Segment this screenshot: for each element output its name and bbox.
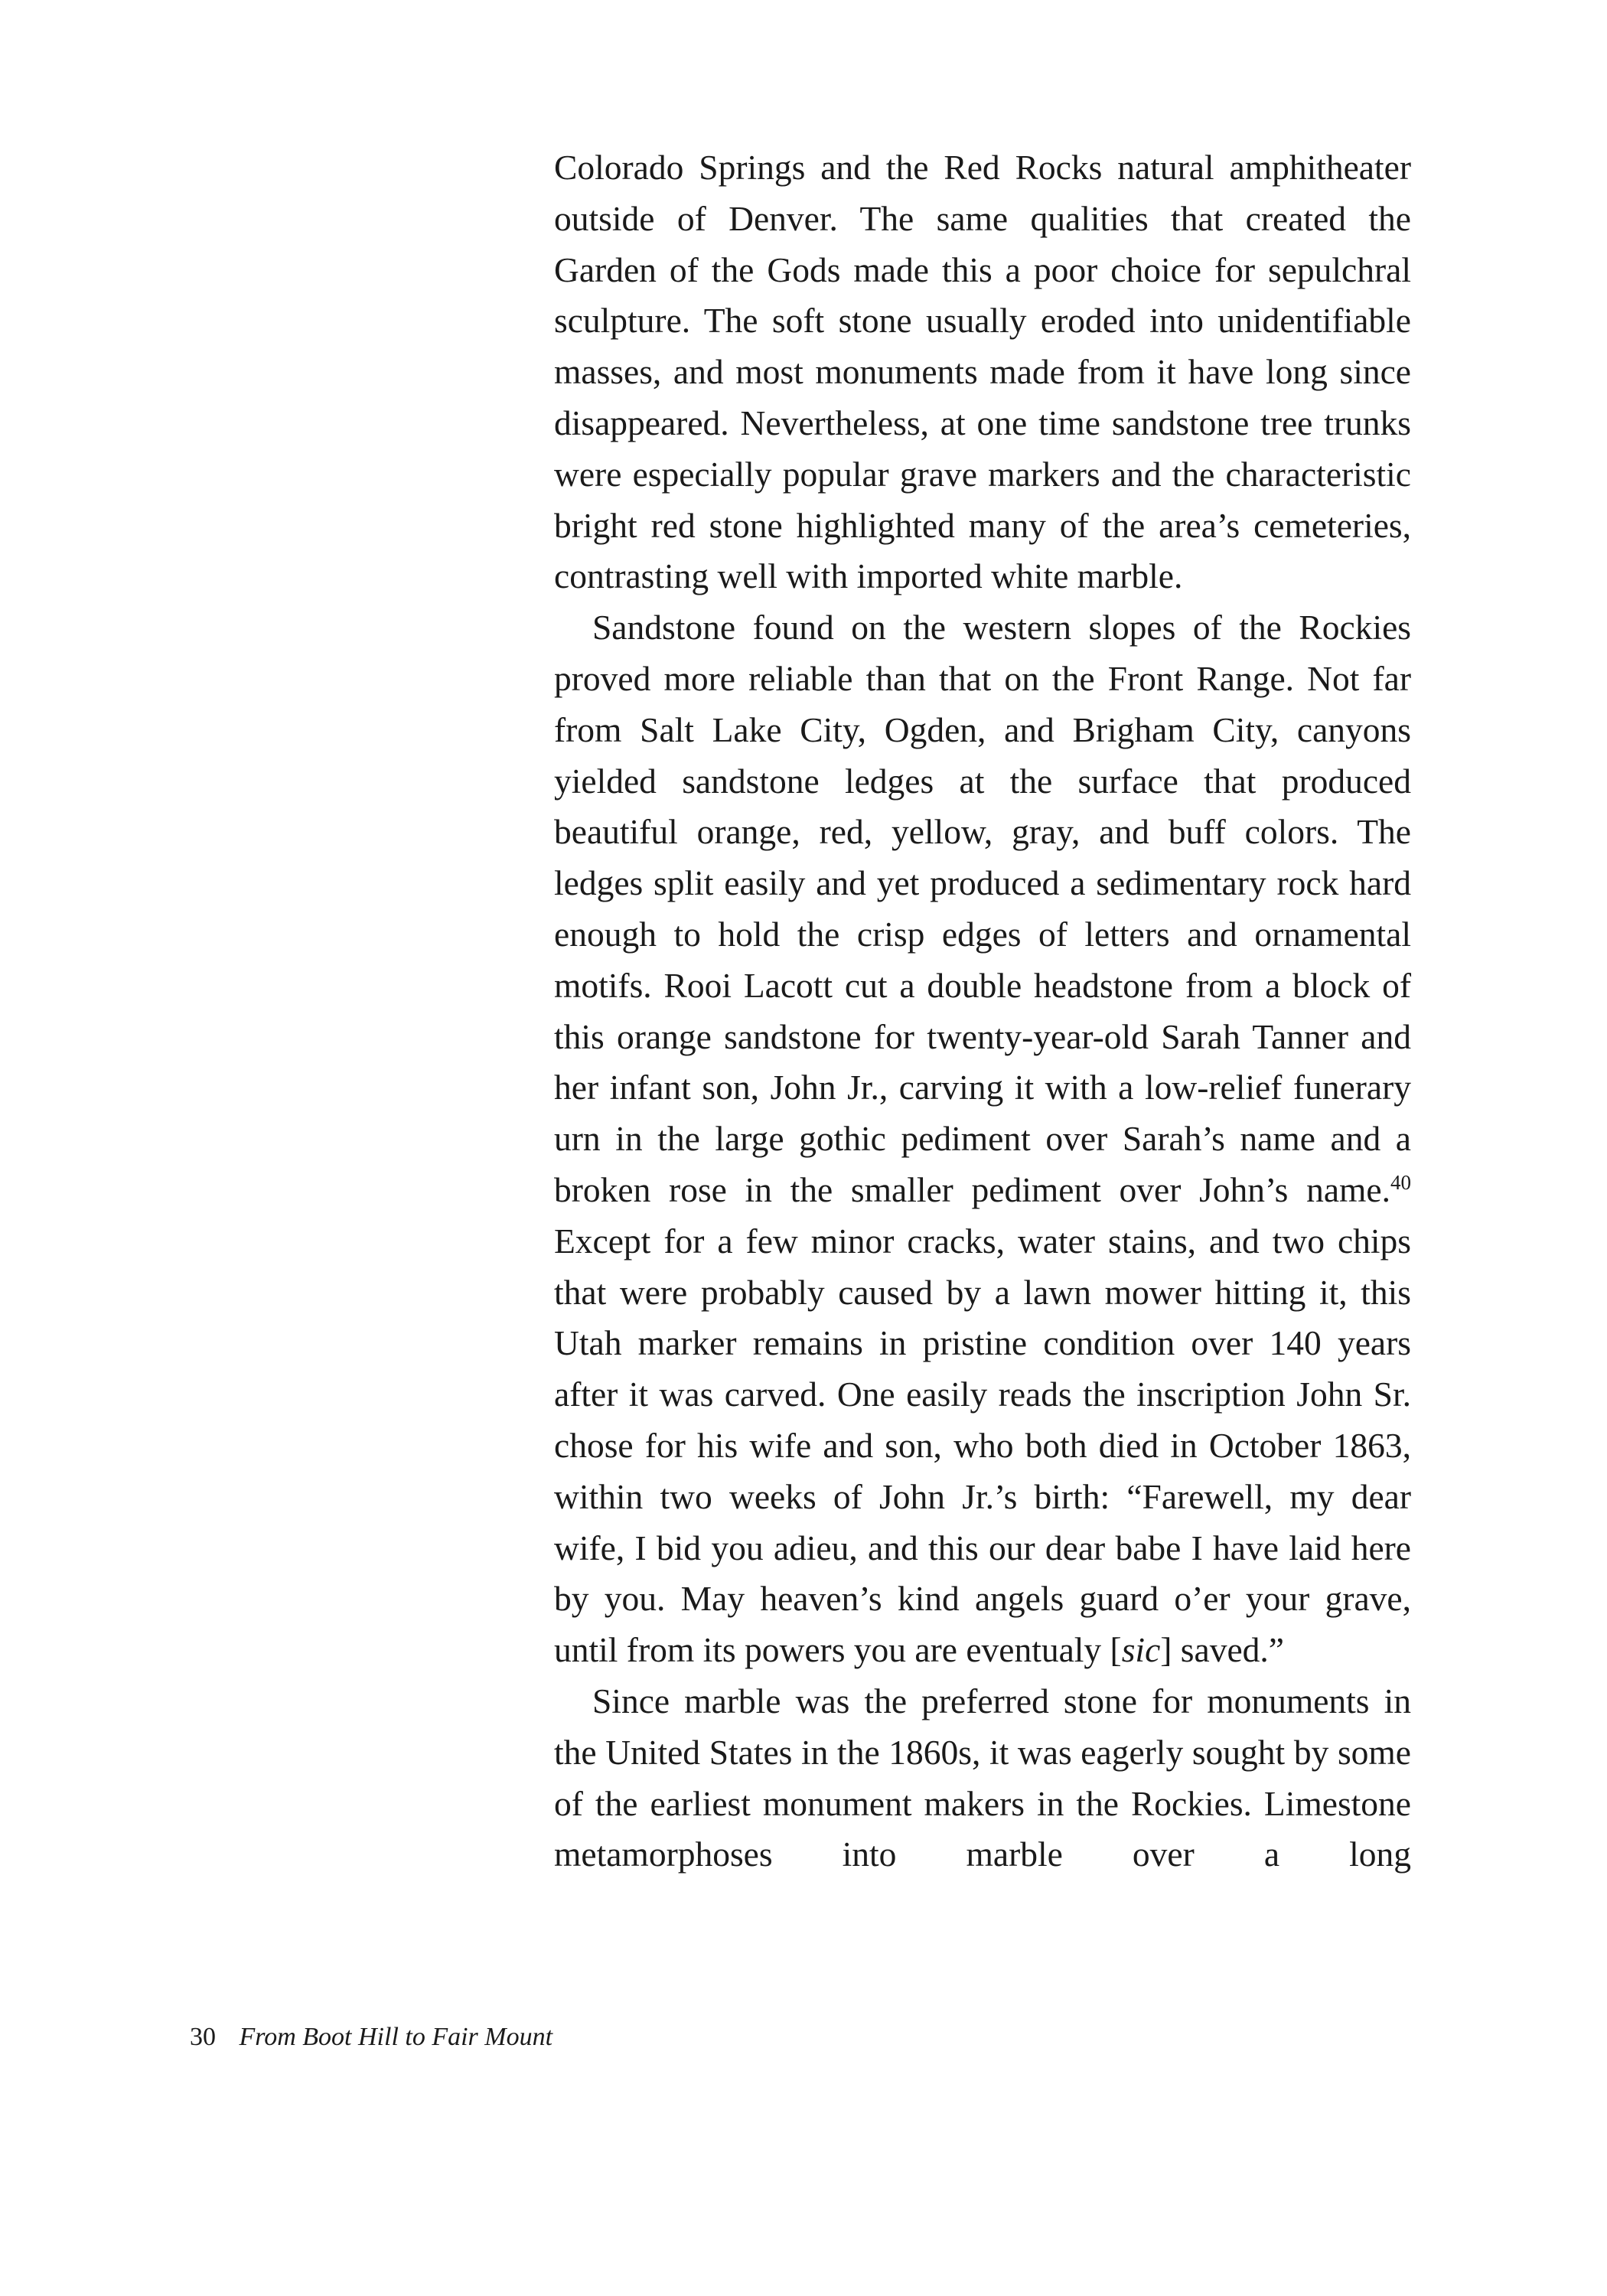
paragraph-2-text-a: Sandstone found on the western slopes of the Rockies proved more reliable than that on the Front Range. Not far from Salt Lake City, Ogden, and Brigham City, canyons yielded sandstone ledges at the surface that produced beautiful orange, red, yellow, gray, and buff colors. The ledges split easily and yet produced a sedimentary rock hard enough to hold the crisp edges of letters and ornamental motifs. Rooi Lacott cut a double headstone from a block of this orange sandstone for twenty-year-old Sarah Tanner and her infant son, John Jr., carving it with a low-relief funerary urn in the large gothic pediment over Sarah’s name and a broken rose in the smaller pediment over John’s name. bbox=[554, 608, 1411, 1209]
page-number: 30 bbox=[190, 2023, 216, 2051]
paragraph-2-text-b: Except for a few minor cracks, water stains, and two chips that were probably caused by a lawn mower hitting it, this Utah marker remains in pristine condition over 140 years after it was carved. One easily reads the inscription John Sr. chose for his wife and son, who both died in October 1863, within two weeks of John Jr.’s birth: “Farewell, my dear wife, I bid you adieu, and this our dear babe I have laid here by you. May heaven’s kind angels guard o’er your grave, until from its powers you are eventualy [ bbox=[554, 1221, 1411, 1670]
paragraph-2 bbox=[554, 602, 1411, 1676]
paragraph-3: Since marble was the preferred stone for monuments in the United States in the 1860s, it was eagerly sought by some of the earliest monument makers in the Rockies. Limestone metamorphoses into marble over a long bbox=[554, 1681, 1411, 1874]
paragraph-2-text-c: ] saved.” bbox=[1160, 1630, 1284, 1670]
paragraph-1: Colorado Springs and the Red Rocks natural amphitheater outside of Denver. The same qualities that created the Garden of the Gods made this a poor choice for sepulchral sculpture. The soft stone usually eroded into unidentifiable masses, and most monuments made from it have long since disappeared. Nevertheless, at one time sandstone tree trunks were especially popular grave markers and the characteristic bright red stone highlighted many of the area’s cemeteries, contrasting well with imported white marble. bbox=[554, 148, 1411, 596]
running-title: From Boot Hill to Fair Mount bbox=[239, 2023, 553, 2051]
footnote-reference: 40 bbox=[1390, 1170, 1411, 1194]
body-text bbox=[554, 142, 1411, 1880]
sic-annotation: sic bbox=[1121, 1630, 1161, 1670]
page-footer bbox=[190, 2020, 553, 2054]
